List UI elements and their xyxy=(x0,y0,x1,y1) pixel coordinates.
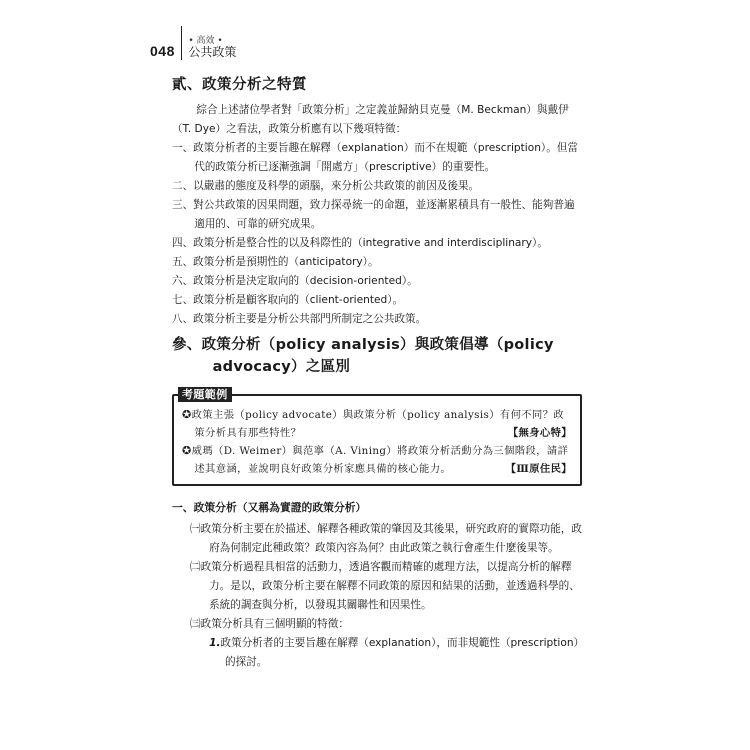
list-item: 七、政策分析是顧客取向的（client-oriented）。 xyxy=(172,294,404,306)
question-source: 【無身心特】 xyxy=(507,427,572,439)
question-source: 【Ⅲ原住民】 xyxy=(505,463,572,475)
exam-question xyxy=(182,442,572,478)
list-item xyxy=(172,634,582,672)
section-heading: 貳、政策分析之特質 xyxy=(172,77,307,93)
exam-label: 考題範例 xyxy=(178,387,232,402)
page-number: 048 xyxy=(150,43,175,59)
list-item: 一、政策分析者的主要旨趣在解釋（explanation）而不在規範（prescription）。但當代的政策分析已逐漸強調「開處方」（prescriptive）的重要性。 xyxy=(172,142,579,173)
list-item: 四、政策分析是整合性的以及科際性的（integrative and interdisciplinary）。 xyxy=(172,237,548,249)
header-titles xyxy=(188,36,236,60)
item-number: 1. xyxy=(209,637,221,649)
section-heading: 參、政策分析（policy analysis）與政策倡導（policy advocacy）之區別 xyxy=(172,337,554,375)
list-item: 二、以嚴肅的態度及科學的頭腦，來分析公共政策的前因及後果。 xyxy=(172,180,480,192)
exam-example-box xyxy=(172,388,582,486)
item-text: 政策分析者的主要旨趣在解釋（explanation），而非規範性（prescription）的探討。 xyxy=(220,637,579,668)
list-item: 五、政策分析是預期性的（anticipatory）。 xyxy=(172,256,379,268)
star-bullet-icon: ✪ xyxy=(182,408,192,421)
header-divider xyxy=(181,26,183,60)
star-bullet-icon: ✪ xyxy=(182,444,192,457)
list-item: 三、對公共政策的因果問題，致力探尋統一的命題，並逐漸累積具有一般性、能夠普遍適用的、可靠的研究成果。 xyxy=(172,199,575,230)
list-item: 八、政策分析主要是分析公共部門所制定之公共政策。 xyxy=(172,313,427,325)
page-header xyxy=(150,26,236,60)
list-item: 六、政策分析是決定取向的（decision-oriented）。 xyxy=(172,275,418,287)
list-item: ㈢政策分析具有三個明顯的特徵： xyxy=(190,618,349,630)
subsection-heading: 一、政策分析（又稱為實證的政策分析） xyxy=(172,501,367,514)
question-text: 政策主張（policy advocate）與政策分析（policy analysis）有何不同？政策分析具有那些特性？ xyxy=(191,409,565,439)
list-item: ㈠政策分析主要在於描述、解釋各種政策的肇因及其後果，研究政府的實際功能，政府為何制定此種政策？政策內容為何？由此政策之執行會產生什麼後果等。 xyxy=(190,523,582,554)
intro-paragraph: 綜合上述諸位學者對「政策分析」之定義並歸納貝克曼（M. Beckman）與戴伊（T. Dye）之看法，政策分析應有以下幾項特徵： xyxy=(172,104,569,135)
question-text: 威瑪（D. Weimer）與范寧（A. Vining）將政策分析活動分為三個階段，請詳述其意涵，並說明良好政策分析家應具備的核心能力。 xyxy=(191,445,569,475)
series-label: • 高效 • xyxy=(188,35,223,46)
page-content xyxy=(172,76,582,672)
book-title: 公共政策 xyxy=(188,45,237,60)
list-item: ㈡政策分析過程具相當的活動力，透過客觀而精確的處理方法，以提高分析的解釋力。是以，政策分析主要在解釋不同政策的原因和結果的活動，並透過科學的、系統的調查與分析，以發現其關聯性和因果性。 xyxy=(190,561,580,611)
exam-question xyxy=(182,406,572,442)
